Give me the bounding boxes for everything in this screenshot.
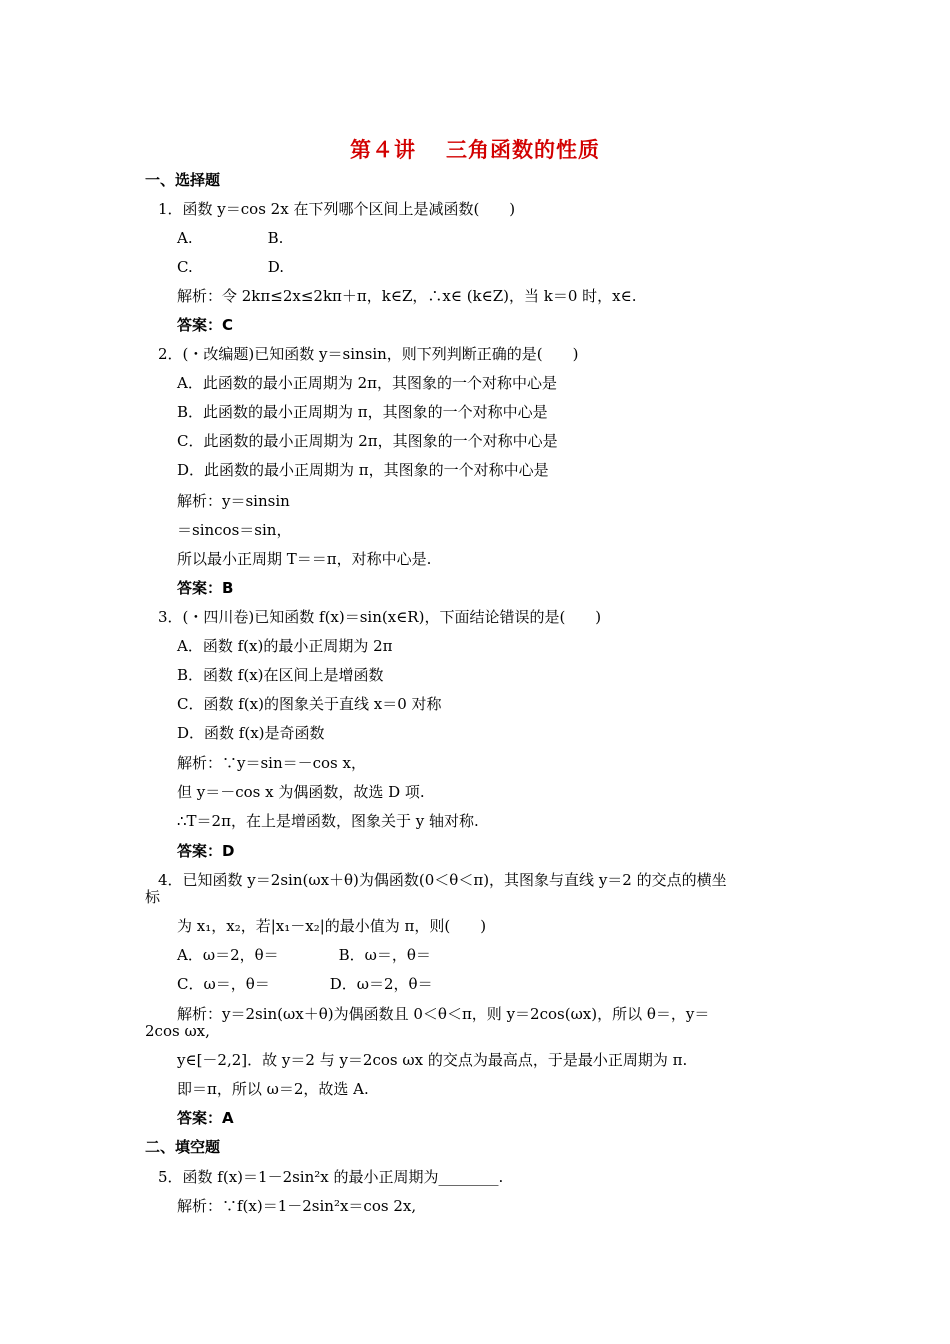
q3-analysis-line2: 但 y＝－cos x 为偶函数，故选 D 项. (177, 783, 425, 801)
q2-option-c: C．此函数的最小正周期为 2π，其图象的一个对称中心是 (177, 432, 558, 450)
q2-option-a: A．此函数的最小正周期为 2π，其图象的一个对称中心是 (177, 374, 558, 392)
q4-stem-line2: 为 x₁，x₂，若|x₁－x₂|的最小值为 π，则( ) (177, 917, 487, 935)
q1-stem: 1．函数 y＝cos 2x 在下列哪个区间上是减函数( ) (158, 200, 516, 218)
q4-options-ab: A．ω＝2，θ＝ B．ω＝，θ＝ (177, 946, 431, 964)
lecture-topic: 三角函数的性质 (446, 138, 600, 162)
q4-analysis-line1: 解析：y＝2sin(ωx＋θ)为偶函数且 0＜θ＜π，则 y＝2cos(ωx)，所以 θ＝，y＝ (177, 1005, 710, 1023)
section-heading-choice: 一、选择题 (145, 171, 221, 189)
q5-analysis: 解析：∵f(x)＝1－2sin²x＝cos 2x, (177, 1197, 417, 1215)
q4-stem-wrap: 标 (145, 888, 161, 906)
q1-analysis: 解析：令 2kπ≤2x≤2kπ＋π，k∈Z，∴x∈ (k∈Z)，当 k＝0 时，x∈. (177, 287, 637, 305)
q2-analysis-line3: 所以最小正周期 T＝＝π，对称中心是. (177, 550, 432, 568)
q4-stem-line1: 4．已知函数 y＝2sin(ωx＋θ)为偶函数(0＜θ＜π)，其图象与直线 y＝2 的交点的横坐 (158, 871, 727, 889)
q3-analysis-line1: 解析：∵y＝sin＝－cos x， (177, 754, 366, 772)
q3-option-b: B．函数 f(x)在区间上是增函数 (177, 666, 384, 684)
q4-analysis-line2: y∈[－2,2]．故 y＝2 与 y＝2cos ωx 的交点为最高点，于是最小正周期为 π. (177, 1051, 688, 1069)
q4-options-cd: C．ω＝，θ＝ D．ω＝2，θ＝ (177, 975, 433, 993)
q4-analysis-wrap: 2cos ωx, (145, 1022, 210, 1040)
q2-stem: 2．(・改编题)已知函数 y＝sinsin，则下列判断正确的是( ) (158, 345, 579, 363)
q2-option-d: D．此函数的最小正周期为 π，其图象的一个对称中心是 (177, 461, 549, 479)
q4-analysis-line3: 即＝π，所以 ω＝2，故选 A. (177, 1080, 369, 1098)
q2-analysis-line1: 解析：y＝sinsin (177, 492, 290, 510)
page-title (0, 134, 950, 164)
q3-stem: 3．(・四川卷)已知函数 f(x)＝sin(x∈R)，下面结论错误的是( ) (158, 608, 602, 626)
q3-option-a: A．函数 f(x)的最小正周期为 2π (177, 637, 393, 655)
lecture-number: 第４讲 (350, 138, 416, 162)
q2-answer: 答案：B (177, 579, 234, 597)
q4-answer: 答案：A (177, 1109, 234, 1127)
q1-options-ab: A. B. (177, 229, 284, 247)
q3-analysis-line3: ∴T＝2π，在上是增函数，图象关于 y 轴对称. (177, 812, 479, 830)
q5-stem: 5．函数 f(x)＝1－2sin²x 的最小正周期为________. (158, 1168, 504, 1186)
q2-analysis-line2: ＝sincos＝sin， (177, 521, 292, 539)
q3-option-d: D．函数 f(x)是奇函数 (177, 724, 325, 742)
q3-option-c: C．函数 f(x)的图象关于直线 x＝0 对称 (177, 695, 442, 713)
q1-answer: 答案：C (177, 316, 234, 334)
q1-options-cd: C. D. (177, 258, 284, 276)
q2-option-b: B．此函数的最小正周期为 π，其图象的一个对称中心是 (177, 403, 548, 421)
section-heading-fill: 二、填空题 (145, 1138, 221, 1156)
q3-answer: 答案：D (177, 842, 235, 860)
